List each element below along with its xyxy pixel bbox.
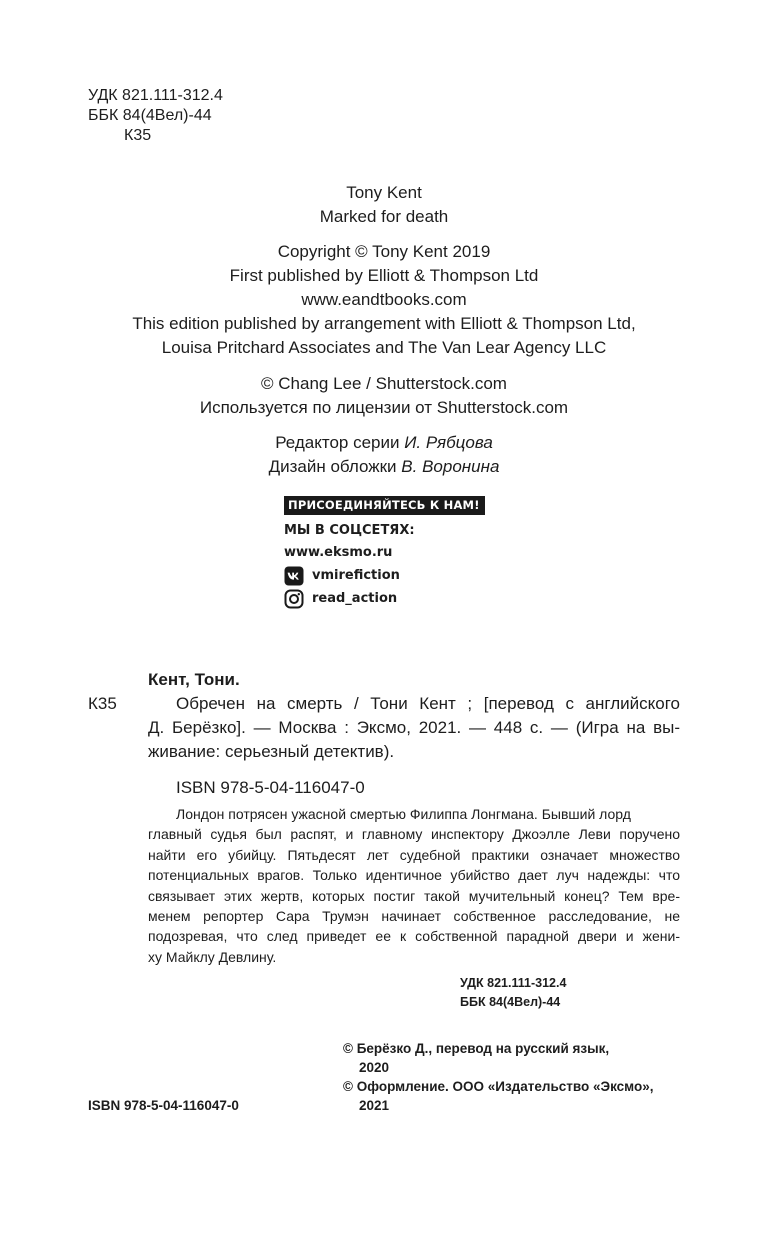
social-networks-label: МЫ В СОЦСЕТЯХ: [284, 523, 415, 538]
entry-mark: К35 [88, 694, 117, 713]
original-author: Tony Kent [346, 183, 422, 202]
annotation-line: ху Майклу Девлину. [148, 948, 277, 965]
translation-year: 2020 [359, 1060, 390, 1075]
first-published-line: First published by Elliott & Thompson Ltd [229, 266, 539, 285]
translation-copyright: © Берёзко Д., перевод на русский язык, [343, 1041, 610, 1056]
annotation-line: найти его убийцу. Пятьдесят лет судебной практики означает множество [148, 846, 680, 863]
entry-isbn: ISBN 978-5-04-116047-0 [176, 778, 365, 797]
annotation [148, 804, 680, 967]
udk-code: УДК 821.111-312.4 [88, 87, 223, 104]
author-mark: К35 [124, 127, 152, 144]
vk-icon [284, 566, 304, 586]
cover-designer-name: В. Воронина [401, 457, 500, 476]
bottom-udk-code: УДК 821.111-312.4 [460, 976, 567, 990]
original-title: Marked for death [319, 207, 449, 226]
vk-handle: vmirefiction [312, 568, 400, 583]
footer-isbn: ISBN 978-5-04-116047-0 [88, 1098, 239, 1113]
annotation-line: главный судья был распят, и главному инспектору Джоэлле Леви поручено [148, 826, 680, 843]
bottom-bbk-code: ББК 84(4Вел)-44 [460, 995, 561, 1009]
social-block [284, 494, 544, 610]
entry-line-1: Обречен на смерть / Тони Кент ; [перевод с английского [176, 694, 680, 713]
publisher-url: www.eandtbooks.com [301, 290, 467, 309]
instagram-link[interactable] [284, 587, 544, 610]
series-editor-label: Редактор серии [275, 433, 400, 452]
agencies-line: Louisa Pritchard Associates and The Van Lear Agency LLC [161, 338, 607, 357]
instagram-icon [284, 589, 304, 609]
annotation-line: потенциальных врагов. Только идентичное убийство дает луч надежды: что [148, 867, 680, 884]
series-editor-credit [0, 431, 768, 455]
design-copyright: © Оформление. ООО «Издательство «Эксмо», [343, 1079, 654, 1094]
instagram-handle: read_action [312, 591, 398, 606]
annotation-line: связывает этих жертв, которых постиг такой мучительный конец? Тем вре- [148, 887, 680, 904]
join-us-banner: ПРИСОЕДИНЯЙТЕСЬ К НАМ! [284, 496, 485, 515]
design-year: 2021 [359, 1098, 390, 1113]
annotation-line: подозревая, что след приведет ее к собственной парадной двери и жени- [148, 928, 680, 945]
arrangement-line: This edition published by arrangement with Elliott & Thompson Ltd, [132, 314, 636, 333]
entry-line-3: живание: серьезный детектив). [148, 742, 395, 761]
copyright-line: Copyright © Tony Kent 2019 [277, 242, 491, 261]
cover-design-label: Дизайн обложки [268, 457, 397, 476]
image-license: Используется по лицензии от Shutterstock.com [199, 398, 569, 417]
annotation-line: Лондон потрясен ужасной смертью Филиппа Лонгмана. Бывший лорд [176, 806, 631, 822]
entry-line-2: Д. Берёзко]. — Москва : Эксмо, 2021. — 448 с. — (Игра на вы- [148, 718, 680, 737]
annotation-line: менем репортер Сара Трумэн начинает собственное расследование, не [148, 908, 680, 925]
bbk-code: ББК 84(4Вел)-44 [88, 107, 212, 124]
series-editor-name: И. Рябцова [404, 433, 493, 452]
vk-link[interactable] [284, 564, 544, 587]
eksmo-site-link[interactable]: www.eksmo.ru [284, 545, 393, 560]
cover-design-credit [0, 455, 768, 479]
image-credit: © Chang Lee / Shutterstock.com [261, 374, 507, 393]
entry-heading: Кент, Тони. [148, 670, 240, 689]
